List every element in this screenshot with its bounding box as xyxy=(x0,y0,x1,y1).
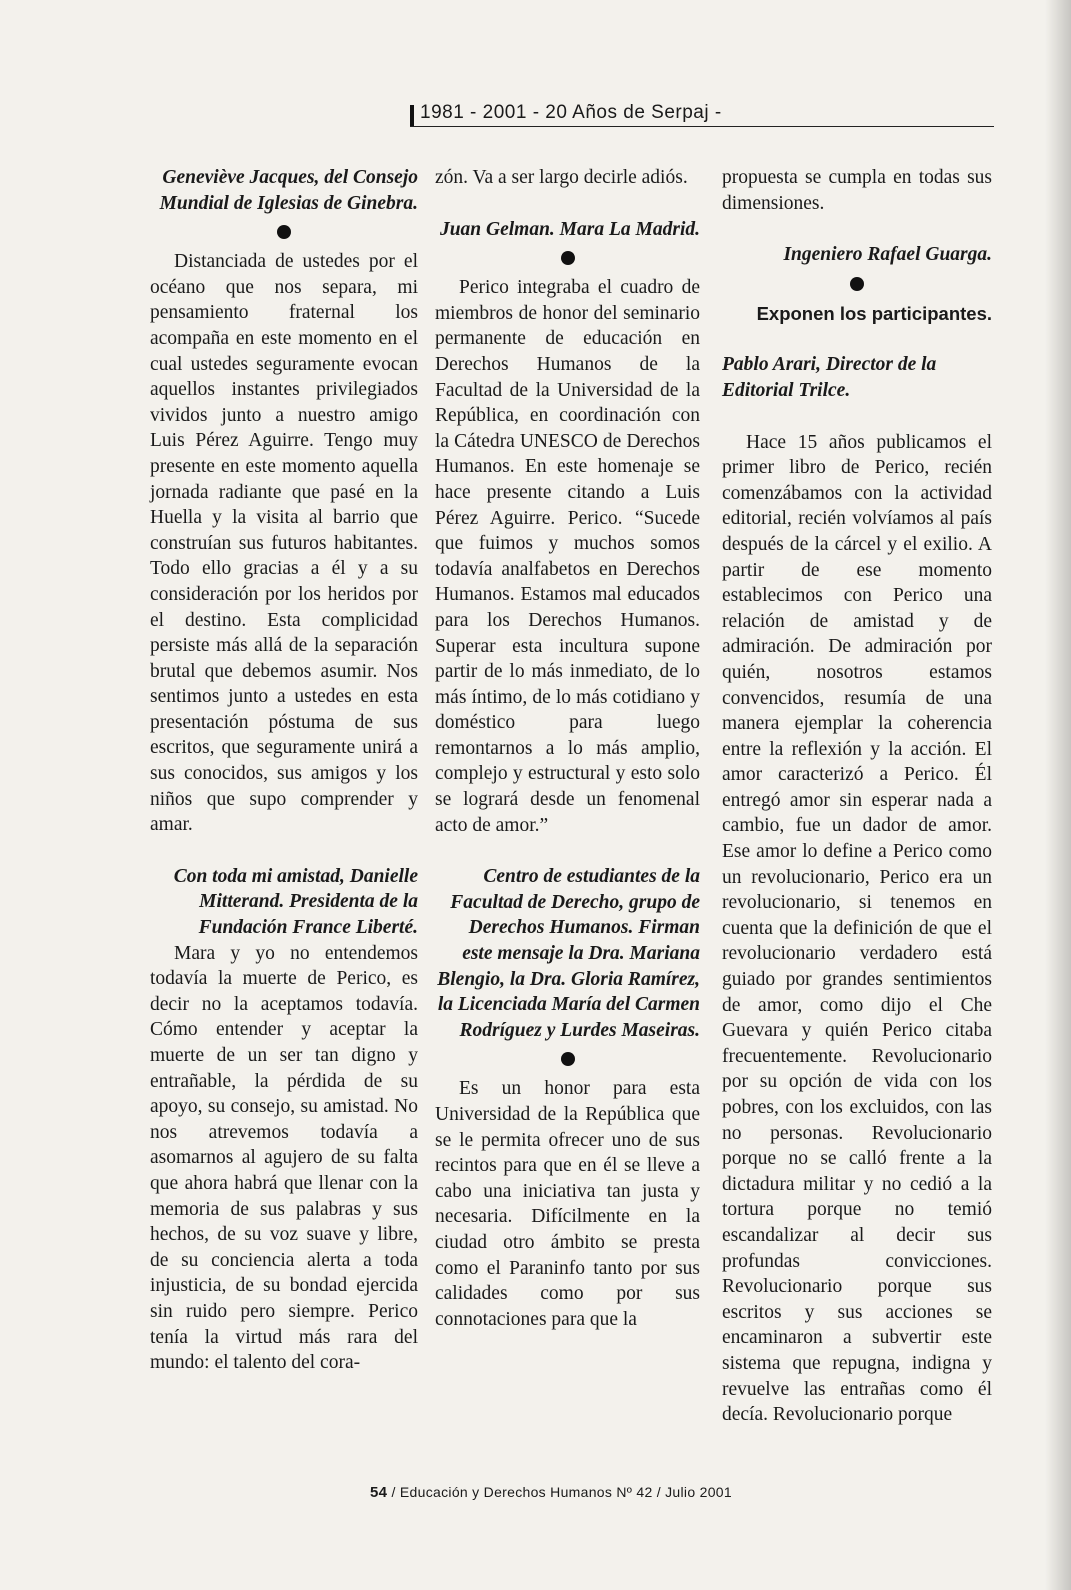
column-2 xyxy=(435,165,700,1332)
paragraph-jacques: Distanciada de ustedes por el océano que nos separa, mi pensamiento fraternal los acompaña en este momento en el cual ustedes seguramente evocan aquellos instantes privilegiados vividos junto a nuestro amigo Luis Pérez Aguirre. Tengo muy presente en este momento aquella jornada radiante que pasé en la Huella y la visita al barrio que construían sus futuros habitantes. Todo ello gracias a él y a su consideración por los heridos por el destino. Esta complicidad persiste más allá de la separación brutal que debemos asumir. Nos sentimos junto a ustedes en esta presentación póstuma de sus escritos, que seguramente unirá a sus conocidos, sus amigos y los niños que supo comprender y amar. xyxy=(150,251,418,836)
footer-separator: / xyxy=(391,1484,396,1500)
paragraph-arari: Hace 15 años publicamos el primer libro de Perico, recién comenzábamos con la actividad editorial, recién volvíamos al país después de la cárcel y el exilio. A partir de ese momento establecimos con Perico una relación de amistad y de admiración. De admiración por quién, nosotros estamos convencidos, resumía de una manera ejemplar la coherencia entre la reflexión y la acción. El amor caracterizó a Perico. Él entregó amor sin esperar nada a cambio, fue un dador de amor. Ese amor lo define a Perico como un revolucionario, Perico era un revolucionario, si tenemos en cuenta que la definición de que el revolucionario verdadero está guiado por grandes sentimientos de amor, como dijo el Che Guevara y quién Perico citaba frecuentemente. Revolucionario por su opción de vida con los pobres, con los excluidos, con las no personas. Revolucionario porque no se calló frente a la dictadura militar y no cedió a la tortura porque no temió escandalizar al decir sus profundas convicciones. Revolucionario porque sus escritos y sus acciones se encaminaron a subvertir este sistema que repugna, indigna y revuelve las entrañas como él decía. Revolucionario porque xyxy=(722,431,992,1426)
running-header xyxy=(410,100,994,127)
signature-guarga: Ingeniero Rafael Guarga. xyxy=(783,244,992,266)
page-footer xyxy=(370,1484,790,1501)
column-1 xyxy=(150,165,418,1376)
header-title: 1981 - 2001 - 20 Años de Serpaj - xyxy=(420,102,722,123)
paragraph-universidad-end: propuesta se cumpla en todas sus dimensiones. xyxy=(722,167,992,214)
bullet-separator xyxy=(561,251,575,265)
section-heading: Exponen los participantes. xyxy=(756,302,992,324)
signature-gelman: Juan Gelman. Mara La Madrid. xyxy=(439,218,700,240)
signature-arari: Pablo Arari, Director de la Editorial Trilce. xyxy=(722,354,937,401)
header-rule-mark xyxy=(410,105,414,126)
publication-name: Educación y Derechos Humanos Nº 42 / Julio 2001 xyxy=(399,1484,732,1500)
paragraph-seminario: Perico integraba el cuadro de miembros de honor del seminario permanente de educación en Derechos Humanos de la Facultad de la Universidad de la República, en coordinación con la Cátedra UNESCO de Derechos Humanos. En este homenaje se hace presente citando a Luis Pérez Aguirre. Perico. “Sucede que fuimos y muchos somos todavía analfabetos en Derechos Humanos. Estamos mal educados para los Derechos Humanos. Superar esta incultura supone partir de lo más inmediato, de lo más íntimo, de lo más cotidiano y doméstico para luego remontarnos a lo más amplio, complejo y estructural y esto solo se logrará desde un fenomenal acto de amor.” xyxy=(435,277,700,836)
bullet-separator xyxy=(561,1052,575,1066)
page-number: 54 xyxy=(370,1484,388,1501)
signature-centro-estudiantes: Centro de estudiantes de la Facultad de Derecho, grupo de Derechos Humanos. Firman este mensaje la Dra. Mariana Blengio, la Dra. Gloria Ramírez, la Licenciada María del Carmen Rodríguez y Lurdes Maseiras. xyxy=(437,866,700,1041)
paragraph-gelman: Mara y yo no entendemos todavía la muerte de Perico, es decir no la aceptamos todavía. Cómo entender y aceptar la muerte de un ser tan digno y entrañable, la pérdida de su apoyo, su consejo, su amistad. No nos atrevemos todavía a asomarnos al agujero de su falta que ahora habrá que llenar con la memoria de sus palabras y sus hechos, de su voz suave y libre, de su conciencia alerta a toda injusticia, de su bondad ejercida sin ruido pero siempre. Perico tenía la virtud más rara del mundo: el talento del cora- xyxy=(150,942,418,1374)
signature-mitterand: Con toda mi amistad, Danielle Mitterand. Presidenta de la Fundación France Liberté. xyxy=(173,865,418,939)
signature-jacques: Geneviève Jacques, del Consejo Mundial de Iglesias de Ginebra. xyxy=(159,167,418,214)
paragraph-universidad: Es un honor para esta Universidad de la República que se le permita ofrecer uno de sus recintos para que en él se lleve a cabo una iniciativa tan justa y necesaria. Difícilmente en la ciudad otro ámbito se presta como el Paraninfo tanto por sus calidades como por sus connotaciones para que la xyxy=(435,1078,700,1330)
column-3 xyxy=(722,165,992,1428)
bullet-separator xyxy=(277,225,291,239)
page-edge-shadow xyxy=(1045,0,1071,1590)
bullet-separator xyxy=(850,277,864,291)
paragraph-gelman-end: zón. Va a ser largo decirle adiós. xyxy=(435,167,688,188)
